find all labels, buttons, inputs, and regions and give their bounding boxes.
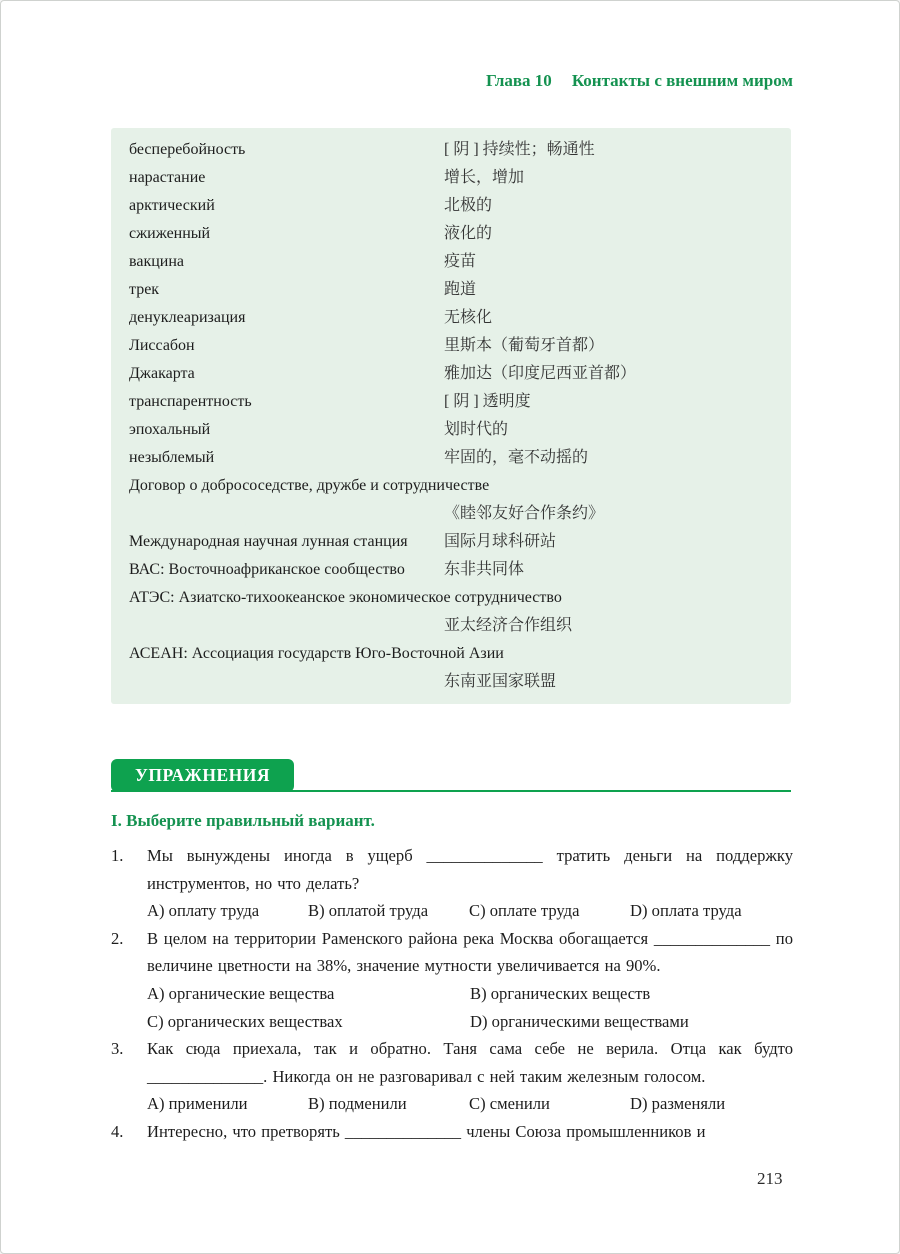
question-body — [147, 1035, 793, 1118]
vocab-translation-zh: 雅加达（印度尼西亚首都） — [444, 365, 637, 382]
option-c: С) оплате труда — [469, 901, 580, 921]
question-text: Интересно, что претворять ______________ члены Союза промышленников и — [147, 1121, 706, 1141]
vocab-row — [129, 164, 777, 192]
vocab-translation-zh: 疫苗 — [444, 253, 477, 270]
vocab-row — [129, 528, 777, 556]
question-body — [147, 1118, 793, 1146]
vocab-translation-zh: 里斯本（葡萄牙首都） — [444, 337, 605, 354]
vocab-term-ru: денуклеаризация — [129, 309, 246, 326]
vocab-row — [129, 248, 777, 276]
vocab-term-ru: бесперебойность — [129, 141, 246, 158]
vocab-row — [129, 192, 777, 220]
vocab-translation-zh: 《睦邻友好合作条约》 — [444, 505, 605, 522]
vocab-row — [129, 136, 777, 164]
vocab-term-ru: Договор о добрососедстве, дружбе и сотрудничестве — [129, 477, 490, 494]
vocab-translation-zh: [ 阴 ] 持续性；畅通性 — [444, 141, 595, 158]
option-b: В) органических веществ — [470, 983, 651, 1003]
vocab-translation-line — [444, 612, 777, 640]
vocab-term-ru: Джакарта — [129, 365, 195, 382]
vocab-term-ru: сжиженный — [129, 225, 211, 242]
option-b: В) оплатой труда — [308, 901, 429, 921]
vocab-term-ru: арктический — [129, 197, 215, 214]
section-heading: I. Выберите правильный вариант. — [111, 811, 375, 830]
vocab-row — [129, 360, 777, 388]
question-text: В целом на территории Раменского района река Москва обогащается ______________ по величине цветности на 38%, значение мутности увеличивается на 90%. — [147, 928, 793, 976]
vocab-row — [129, 640, 777, 696]
chapter-header — [486, 71, 793, 91]
chapter-number: Глава 10 — [485, 71, 552, 90]
vocab-translation-zh: 国际月球科研站 — [444, 533, 557, 550]
vocab-translation-zh: 液化的 — [444, 225, 493, 242]
question-2 — [111, 925, 793, 1035]
chapter-title: Контакты с внешним миром — [571, 71, 793, 90]
option-c: С) сменили — [469, 1094, 550, 1114]
option-a: А) оплату труда — [147, 901, 260, 921]
vocab-translation-zh: [ 阴 ] 透明度 — [444, 393, 531, 410]
vocab-translation-zh: 东非共同体 — [444, 561, 525, 578]
vocab-translation-zh: 增长，增加 — [444, 169, 525, 186]
vocab-term-ru: Лиссабон — [129, 337, 195, 354]
vocab-translation-zh: 北极的 — [444, 197, 493, 214]
question-number: 4. — [111, 1121, 124, 1141]
question-4 — [111, 1118, 793, 1146]
vocab-row — [129, 304, 777, 332]
vocab-translation-line — [444, 500, 777, 528]
vocab-row — [129, 584, 777, 640]
question-1 — [111, 842, 793, 925]
page-number: 213 — [757, 1169, 783, 1188]
vocab-term-ru: трек — [129, 281, 160, 298]
vocab-term-ru: ВАС: Восточноафриканское сообщество — [129, 561, 405, 578]
option-d: D) разменяли — [630, 1094, 726, 1114]
vocab-translation-zh: 无核化 — [444, 309, 493, 326]
question-text: Мы вынуждены иногда в ущерб ______________ тратить деньги на поддержку инструментов, но что делать? — [147, 846, 793, 893]
vocab-translation-line — [444, 668, 777, 696]
vocab-row — [129, 276, 777, 304]
vocab-row — [129, 444, 777, 472]
question-body — [147, 842, 793, 925]
questions-list — [111, 842, 793, 1146]
options-row — [147, 1090, 793, 1118]
vocab-translation-zh: 牢固的，毫不动摇的 — [444, 449, 589, 466]
vocab-term-ru: эпохальный — [129, 421, 211, 438]
vocab-translation-zh: 东南亚国家联盟 — [444, 673, 557, 690]
question-number: 2. — [111, 928, 124, 948]
vocab-term-ru: незыблемый — [129, 449, 215, 466]
vocab-term-ru: Международная научная лунная станция — [129, 533, 408, 550]
vocab-row — [129, 332, 777, 360]
exercises-badge: УПРАЖНЕНИЯ — [111, 759, 294, 792]
options-row — [147, 897, 793, 925]
vocab-row — [129, 388, 777, 416]
option-b: В) подменили — [308, 1094, 407, 1114]
vocab-translation-zh: 划时代的 — [444, 421, 509, 438]
option-a: А) применили — [147, 1094, 248, 1114]
option-a: А) органические вещества — [147, 983, 335, 1003]
vocab-term-ru: нарастание — [129, 169, 206, 186]
question-3 — [111, 1035, 793, 1118]
question-number: 3. — [111, 1039, 124, 1059]
option-c: С) органических веществах — [147, 1011, 343, 1031]
vocab-row — [129, 220, 777, 248]
option-d: D) органическими веществами — [470, 1011, 689, 1031]
question-body — [147, 925, 793, 1035]
vocab-term-ru: транспарентность — [129, 393, 252, 410]
vocab-translation-zh: 亚太经济合作组织 — [444, 617, 573, 634]
option-d: D) оплата труда — [630, 901, 742, 921]
question-text: Как сюда приехала, так и обратно. Таня сама себе не верила. Отца как будто ______________. Никогда он не разговаривал с ней таким железным голосом. — [147, 1039, 793, 1086]
question-number: 1. — [111, 846, 124, 865]
vocab-term-ru: АТЭС: Азиатско-тихоокеанское экономическое сотрудничество — [129, 589, 562, 606]
vocab-row — [129, 472, 777, 528]
options-grid — [147, 980, 793, 1035]
vocab-term-ru: вакцина — [129, 253, 185, 270]
vocab-row — [129, 556, 777, 584]
vocab-row — [129, 416, 777, 444]
vocab-translation-zh: 跑道 — [444, 281, 477, 298]
vocabulary-box — [111, 128, 791, 704]
vocab-term-ru: АСЕАН: Ассоциация государств Юго-Восточной Азии — [129, 645, 504, 662]
